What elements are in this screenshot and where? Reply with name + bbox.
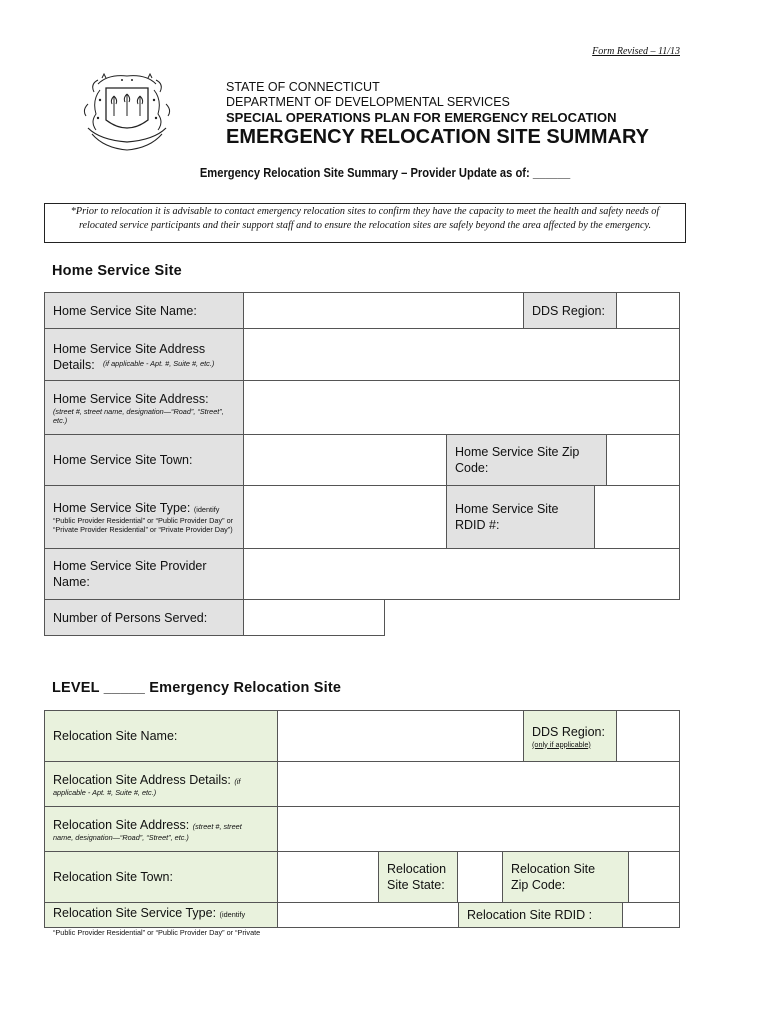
reloc-town-label: Relocation Site Town: xyxy=(53,870,173,884)
home-town-label: Home Service Site Town: xyxy=(53,453,193,467)
reloc-address-details-field[interactable] xyxy=(277,761,680,807)
page-title: EMERGENCY RELOCATION SITE SUMMARY xyxy=(226,126,649,148)
reloc-type-label-cell xyxy=(44,902,278,937)
home-town-field[interactable] xyxy=(243,434,447,486)
home-zip-label-cell xyxy=(446,434,607,486)
home-town-label-cell xyxy=(44,434,244,486)
connecticut-seal-icon xyxy=(78,70,176,154)
home-section-title: Home Service Site xyxy=(52,263,182,279)
home-address-field[interactable] xyxy=(243,380,680,435)
home-dds-region-field[interactable] xyxy=(616,292,680,329)
home-zip-label: Home Service Site Zip Code: xyxy=(455,445,580,475)
home-address-details-field[interactable] xyxy=(243,328,680,381)
home-address-label-cell xyxy=(44,380,244,435)
reloc-state-label: Relocation Site State: xyxy=(387,862,447,892)
home-rdid-label: Home Service Site RDID #: xyxy=(455,502,559,532)
reloc-dds-region-label-cell xyxy=(523,710,617,762)
reloc-rdid-label: Relocation Site RDID : xyxy=(467,908,593,922)
reloc-state-field[interactable] xyxy=(457,851,503,903)
home-address-details-label: Home Service Site Address Details: xyxy=(53,342,206,372)
reloc-town-label-cell xyxy=(44,851,278,903)
relocation-notice: *Prior to relocation it is advisable to contact emergency relocation sites to confirm they have the capacity to meet the health and safety needs of relocated service participants and their support staff and to ensure the relocation sites are safely beyond the area affected by the emergency. xyxy=(44,203,686,243)
home-address-details-hint: (if applicable - Apt. #, Suite #, etc.) xyxy=(103,359,215,368)
home-dds-region-label: DDS Region: xyxy=(532,303,605,318)
home-provider-field[interactable] xyxy=(243,548,680,600)
reloc-rdid-field[interactable] xyxy=(622,902,680,928)
reloc-name-label-cell xyxy=(44,710,278,762)
reloc-name-label: Relocation Site Name: xyxy=(53,729,178,743)
department-name: DEPARTMENT OF DEVELOPMENTAL SERVICES xyxy=(226,95,510,109)
home-type-hint: “Public Provider Residential” or “Public Provider Day” or “Private Provider Residential” or “Private Provider Day”) xyxy=(53,516,234,534)
home-type-field[interactable] xyxy=(243,485,447,549)
home-name-label: Home Service Site Name: xyxy=(53,303,197,318)
reloc-rdid-label-cell xyxy=(458,902,623,928)
reloc-type-field[interactable] xyxy=(277,902,459,928)
state-name: STATE OF CONNECTICUT xyxy=(226,80,380,94)
reloc-zip-label: Relocation Site Zip Code: xyxy=(511,862,596,892)
home-provider-label-cell xyxy=(44,548,244,600)
reloc-state-label-cell xyxy=(378,851,458,903)
reloc-town-field[interactable] xyxy=(277,851,379,903)
plan-name: SPECIAL OPERATIONS PLAN FOR EMERGENCY RELOCATION xyxy=(226,110,617,125)
home-dds-region-label-cell xyxy=(523,292,617,329)
reloc-zip-field[interactable] xyxy=(628,851,680,903)
home-address-hint: (street #, street name, designation—“Road”, “Street”, etc.) xyxy=(53,406,224,425)
home-type-label-cell xyxy=(44,485,244,549)
reloc-address-label: Relocation Site Address: (street #, street xyxy=(53,817,242,832)
home-type-label: Home Service Site Type: (identify xyxy=(53,501,220,515)
reloc-address-details-hint: applicable - Apt. #, Suite #, etc.) xyxy=(53,787,157,797)
home-name-label-cell xyxy=(44,292,244,329)
reloc-dds-region-label: DDS Region: xyxy=(532,724,605,739)
home-rdid-field[interactable] xyxy=(594,485,680,549)
home-persons-label: Number of Persons Served: xyxy=(53,610,208,625)
reloc-address-label-cell xyxy=(44,806,278,852)
home-provider-label: Home Service Site Provider Name: xyxy=(53,559,207,589)
home-address-details-label-cell xyxy=(44,328,244,381)
reloc-dds-region-field[interactable] xyxy=(616,710,680,762)
reloc-address-hint: name, designation—“Road”, “Street”, etc.) xyxy=(53,832,189,842)
relocation-section-title: LEVEL _____ Emergency Relocation Site xyxy=(52,680,342,696)
home-persons-label-cell xyxy=(44,599,244,636)
reloc-address-field[interactable] xyxy=(277,806,680,852)
provider-update-line: Emergency Relocation Site Summary – Provider Update as of: ______ xyxy=(199,165,571,180)
form-revision-date: Form Revised – 11/13 xyxy=(592,46,680,57)
home-rdid-label-cell xyxy=(446,485,595,549)
home-name-field[interactable] xyxy=(243,292,524,329)
reloc-name-field[interactable] xyxy=(277,710,524,762)
reloc-type-hint: “Public Provider Residential” or “Public Provider Day” or “Private xyxy=(53,928,261,937)
reloc-address-details-label: Relocation Site Address Details: (if xyxy=(53,772,241,787)
reloc-address-details-label-cell xyxy=(44,761,278,807)
reloc-type-label: Relocation Site Service Type: (identify xyxy=(53,906,246,920)
home-persons-field[interactable] xyxy=(243,599,385,636)
reloc-zip-label-cell xyxy=(502,851,629,903)
reloc-dds-region-hint: (only if applicable) xyxy=(532,739,591,749)
home-zip-field[interactable] xyxy=(606,434,680,486)
home-address-label: Home Service Site Address: xyxy=(53,391,209,406)
